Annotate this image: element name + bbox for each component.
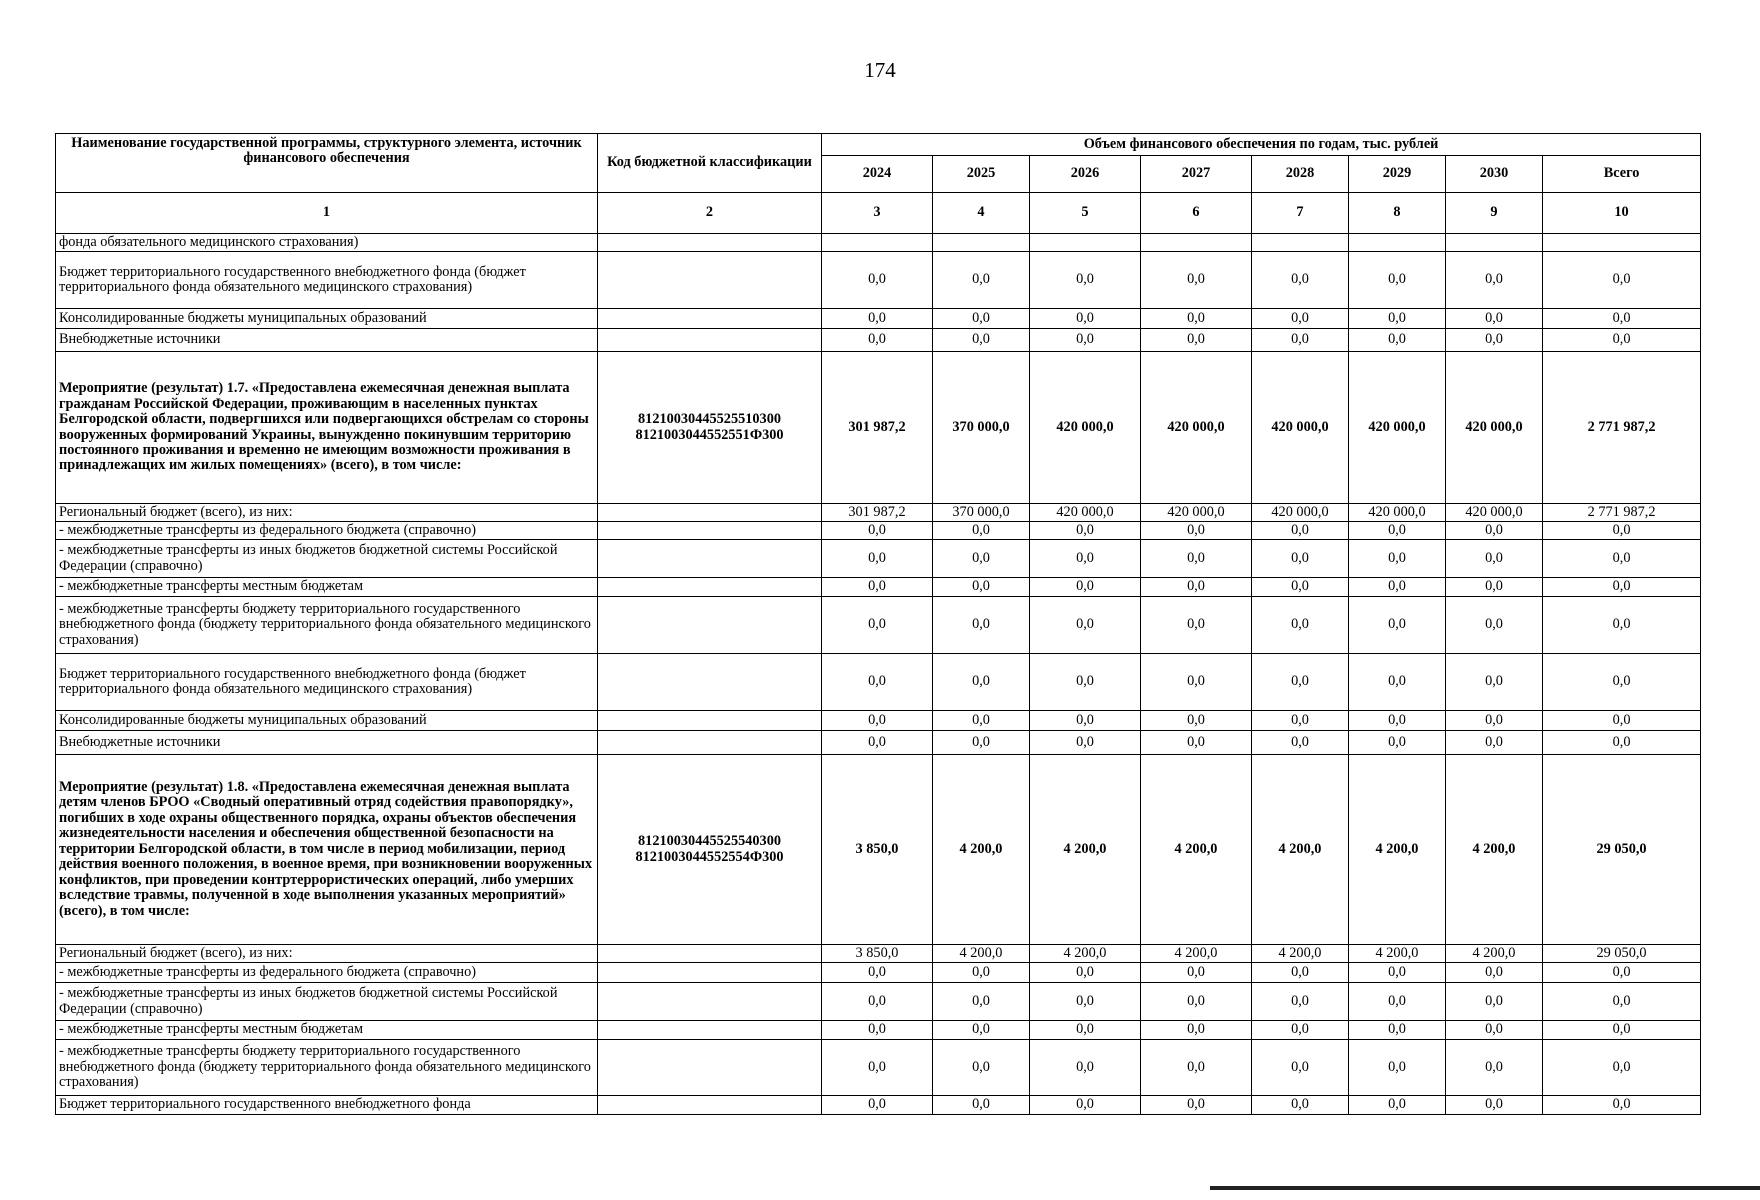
row-value-2027: 420 000,0: [1141, 352, 1252, 504]
row-code: [598, 597, 822, 654]
row-name: - межбюджетные трансферты бюджету территориального государственного внебюджетного фонда (бюджету территориального фонда обязательного медицинского страхования): [56, 1040, 598, 1096]
row-value-2029: 0,0: [1349, 711, 1446, 731]
row-name: - межбюджетные трансферты из иных бюджетов бюджетной системы Российской Федерации (справочно): [56, 540, 598, 578]
row-value-2029: [1349, 234, 1446, 252]
row-code: [598, 963, 822, 983]
table-row: [56, 711, 1701, 731]
row-value-Всего: 2 771 987,2: [1543, 352, 1701, 504]
row-value-2028: 0,0: [1252, 522, 1349, 540]
row-value-Всего: 0,0: [1543, 309, 1701, 329]
row-value-2030: 0,0: [1446, 711, 1543, 731]
row-value-2025: 0,0: [933, 309, 1030, 329]
row-value-2024: 0,0: [822, 1096, 933, 1115]
header-col-number-2: 3: [822, 193, 933, 234]
row-value-2025: 0,0: [933, 252, 1030, 309]
row-value-2024: 0,0: [822, 983, 933, 1021]
header-col-number-8: 9: [1446, 193, 1543, 234]
row-value-Всего: 0,0: [1543, 711, 1701, 731]
row-value-2024: 0,0: [822, 654, 933, 711]
row-name: фонда обязательного медицинского страхования): [56, 234, 598, 252]
row-code: [598, 731, 822, 755]
row-value-Всего: 29 050,0: [1543, 945, 1701, 963]
table-row: [56, 540, 1701, 578]
row-value-2030: 420 000,0: [1446, 504, 1543, 522]
row-value-2027: 0,0: [1141, 654, 1252, 711]
row-value-2029: 0,0: [1349, 654, 1446, 711]
row-value-Всего: 29 050,0: [1543, 755, 1701, 945]
row-value-2029: 0,0: [1349, 329, 1446, 352]
row-value-2029: 4 200,0: [1349, 755, 1446, 945]
row-value-2029: 0,0: [1349, 597, 1446, 654]
table-row: [56, 597, 1701, 654]
row-name: Бюджет территориального государственного внебюджетного фонда: [56, 1096, 598, 1115]
row-value-2028: 0,0: [1252, 654, 1349, 711]
row-value-2027: 420 000,0: [1141, 504, 1252, 522]
row-value-2027: 0,0: [1141, 522, 1252, 540]
row-value-2029: 420 000,0: [1349, 352, 1446, 504]
row-code: [598, 540, 822, 578]
row-value-2026: 0,0: [1030, 731, 1141, 755]
row-value-Всего: 2 771 987,2: [1543, 504, 1701, 522]
row-value-2025: 0,0: [933, 1040, 1030, 1096]
row-value-2024: 301 987,2: [822, 504, 933, 522]
row-value-2027: 0,0: [1141, 252, 1252, 309]
row-value-2030: [1446, 234, 1543, 252]
row-value-2030: 0,0: [1446, 983, 1543, 1021]
header-col-number-0: 1: [56, 193, 598, 234]
row-value-2028: 0,0: [1252, 597, 1349, 654]
row-value-2028: 0,0: [1252, 540, 1349, 578]
row-value-2028: 0,0: [1252, 309, 1349, 329]
row-value-2025: 370 000,0: [933, 352, 1030, 504]
row-value-2025: 0,0: [933, 654, 1030, 711]
row-value-2029: 0,0: [1349, 963, 1446, 983]
row-code: [598, 654, 822, 711]
row-name: Консолидированные бюджеты муниципальных образований: [56, 309, 598, 329]
row-name: Внебюджетные источники: [56, 329, 598, 352]
row-value-2030: 0,0: [1446, 597, 1543, 654]
table-row: [56, 1096, 1701, 1115]
budget-code-line: 81210030445525510300: [638, 411, 781, 428]
table-row: [56, 352, 1701, 504]
header-col-number-7: 8: [1349, 193, 1446, 234]
row-value-2025: 0,0: [933, 711, 1030, 731]
row-value-2026: 0,0: [1030, 1040, 1141, 1096]
row-value-2029: 0,0: [1349, 1096, 1446, 1115]
row-code: [598, 1096, 822, 1115]
row-code: [598, 945, 822, 963]
row-value-2028: 0,0: [1252, 983, 1349, 1021]
header-year-3: 2027: [1141, 156, 1252, 193]
row-value-2030: 0,0: [1446, 309, 1543, 329]
row-name: Внебюджетные источники: [56, 731, 598, 755]
row-value-2027: 0,0: [1141, 1021, 1252, 1040]
row-value-2030: 0,0: [1446, 1040, 1543, 1096]
row-value-2027: 0,0: [1141, 597, 1252, 654]
row-value-2029: 0,0: [1349, 1021, 1446, 1040]
row-value-2027: 0,0: [1141, 578, 1252, 597]
row-value-2030: 0,0: [1446, 963, 1543, 983]
header-col-number-3: 4: [933, 193, 1030, 234]
header-col-number-9: 10: [1543, 193, 1701, 234]
table-row: [56, 329, 1701, 352]
row-value-2024: 3 850,0: [822, 755, 933, 945]
row-value-2029: 420 000,0: [1349, 504, 1446, 522]
row-value-2025: 0,0: [933, 329, 1030, 352]
row-name: Бюджет территориального государственного внебюджетного фонда (бюджет территориального фонда обязательного медицинского страхования): [56, 654, 598, 711]
header-col-number-1: 2: [598, 193, 822, 234]
row-value-2024: 0,0: [822, 731, 933, 755]
row-value-2029: 0,0: [1349, 983, 1446, 1021]
row-value-2026: 0,0: [1030, 654, 1141, 711]
row-value-Всего: 0,0: [1543, 329, 1701, 352]
row-code: [598, 578, 822, 597]
header-year-1: 2025: [933, 156, 1030, 193]
row-value-Всего: 0,0: [1543, 983, 1701, 1021]
row-value-2028: [1252, 234, 1349, 252]
row-value-2025: 0,0: [933, 578, 1030, 597]
header-col-number-4: 5: [1030, 193, 1141, 234]
row-value-2025: 0,0: [933, 522, 1030, 540]
row-value-2024: 0,0: [822, 1021, 933, 1040]
row-value-2027: [1141, 234, 1252, 252]
row-value-2030: 0,0: [1446, 731, 1543, 755]
table-row: [56, 504, 1701, 522]
row-value-2024: 0,0: [822, 329, 933, 352]
header-volume-group: Объем финансового обеспечения по годам, тыс. рублей: [822, 134, 1701, 156]
row-value-2024: 0,0: [822, 597, 933, 654]
row-name: - межбюджетные трансферты местным бюджетам: [56, 1021, 598, 1040]
row-value-2027: 4 200,0: [1141, 755, 1252, 945]
row-value-Всего: 0,0: [1543, 963, 1701, 983]
table-row: [56, 522, 1701, 540]
row-value-Всего: 0,0: [1543, 731, 1701, 755]
header-col-number-6: 7: [1252, 193, 1349, 234]
row-value-2024: 301 987,2: [822, 352, 933, 504]
row-code: [598, 522, 822, 540]
table-row: [56, 755, 1701, 945]
header-year-0: 2024: [822, 156, 933, 193]
row-value-2024: 0,0: [822, 578, 933, 597]
row-name: Мероприятие (результат) 1.8. «Предоставлена ежемесячная денежная выплата детям членов БРОО «Сводный оперативный отряд содействия правопорядку», погибших в ходе охраны общественного порядка, охраны объектов обеспечения жизнедеятельности населения и обеспечения общественной безопасности на территории Белгородской области, в том числе в период мобилизации, период действия военного положения, в военное время, при возникновении вооруженных конфликтов, при проведении контртеррористических операций, либо умерших вследствие травмы, полученной в ходе выполнения указанных мероприятий» (всего), в том числе:: [56, 755, 598, 945]
row-value-2029: 0,0: [1349, 252, 1446, 309]
table-row: [56, 234, 1701, 252]
row-value-2024: 0,0: [822, 1040, 933, 1096]
budget-table: [55, 133, 1701, 1115]
row-value-Всего: 0,0: [1543, 252, 1701, 309]
table-row: [56, 983, 1701, 1021]
table-row: [56, 945, 1701, 963]
row-value-2029: 0,0: [1349, 1040, 1446, 1096]
row-code: [598, 309, 822, 329]
header-col-numbers-row: [56, 193, 1701, 234]
header-year-2: 2026: [1030, 156, 1141, 193]
row-code: [598, 711, 822, 731]
row-value-2026: [1030, 234, 1141, 252]
table-row: [56, 654, 1701, 711]
row-value-2030: 0,0: [1446, 1096, 1543, 1115]
row-value-2030: 0,0: [1446, 654, 1543, 711]
row-value-2028: 4 200,0: [1252, 945, 1349, 963]
row-value-2025: 0,0: [933, 540, 1030, 578]
row-value-2027: 0,0: [1141, 983, 1252, 1021]
row-value-2026: 420 000,0: [1030, 352, 1141, 504]
row-value-2025: 0,0: [933, 983, 1030, 1021]
row-value-2025: 0,0: [933, 597, 1030, 654]
row-code: [598, 234, 822, 252]
row-value-2026: 0,0: [1030, 309, 1141, 329]
table-row: [56, 252, 1701, 309]
row-value-2025: 0,0: [933, 1021, 1030, 1040]
row-value-Всего: 0,0: [1543, 1021, 1701, 1040]
row-value-2024: [822, 234, 933, 252]
row-value-2030: 0,0: [1446, 1021, 1543, 1040]
header-year-5: 2029: [1349, 156, 1446, 193]
row-value-2030: 0,0: [1446, 522, 1543, 540]
row-value-2026: 0,0: [1030, 1096, 1141, 1115]
header-year-7: Всего: [1543, 156, 1701, 193]
row-value-2026: 420 000,0: [1030, 504, 1141, 522]
row-value-Всего: 0,0: [1543, 522, 1701, 540]
row-value-2026: 0,0: [1030, 983, 1141, 1021]
row-value-2027: 0,0: [1141, 731, 1252, 755]
row-value-2025: 0,0: [933, 731, 1030, 755]
row-value-Всего: 0,0: [1543, 1040, 1701, 1096]
row-value-2027: 0,0: [1141, 711, 1252, 731]
table-header: [56, 134, 1701, 234]
row-code: [598, 1021, 822, 1040]
row-code: [598, 755, 822, 945]
page-number: 174: [864, 58, 896, 82]
row-code: [598, 1040, 822, 1096]
row-value-2026: 0,0: [1030, 540, 1141, 578]
row-name: - межбюджетные трансферты из федерального бюджета (справочно): [56, 963, 598, 983]
row-value-2026: 0,0: [1030, 329, 1141, 352]
row-value-2029: 4 200,0: [1349, 945, 1446, 963]
row-value-2026: 0,0: [1030, 578, 1141, 597]
row-name: - межбюджетные трансферты из федерального бюджета (справочно): [56, 522, 598, 540]
row-value-2024: 0,0: [822, 252, 933, 309]
row-value-2024: 0,0: [822, 522, 933, 540]
row-value-2029: 0,0: [1349, 522, 1446, 540]
row-value-2030: 0,0: [1446, 578, 1543, 597]
row-name: Бюджет территориального государственного внебюджетного фонда (бюджет территориального фонда обязательного медицинского страхования): [56, 252, 598, 309]
row-name: Мероприятие (результат) 1.7. «Предоставлена ежемесячная денежная выплата гражданам Российской Федерации, проживающим в населенных пунктах Белгородской области, подвергшихся или подвергающихся обстрелам со стороны вооруженных формирований Украины, вынужденно покинувшим территорию постоянного проживания и временно не имеющим возможности проживания в принадлежащих им жилых помещениях» (всего), в том числе:: [56, 352, 598, 504]
row-value-2027: 0,0: [1141, 309, 1252, 329]
row-value-2030: 4 200,0: [1446, 755, 1543, 945]
row-value-Всего: 0,0: [1543, 540, 1701, 578]
row-value-2028: 0,0: [1252, 1040, 1349, 1096]
table-row: [56, 1021, 1701, 1040]
row-value-2027: 0,0: [1141, 329, 1252, 352]
row-value-2027: 0,0: [1141, 1040, 1252, 1096]
row-code: [598, 504, 822, 522]
table-row: [56, 1040, 1701, 1096]
header-year-6: 2030: [1446, 156, 1543, 193]
row-value-Всего: 0,0: [1543, 1096, 1701, 1115]
row-value-2026: 4 200,0: [1030, 945, 1141, 963]
table-body: [56, 234, 1701, 1115]
row-value-2026: 0,0: [1030, 522, 1141, 540]
row-value-2025: 370 000,0: [933, 504, 1030, 522]
row-value-2027: 0,0: [1141, 1096, 1252, 1115]
table-row: [56, 309, 1701, 329]
budget-code-line: 81210030445525540300: [638, 833, 781, 850]
footer-rule: [1210, 1186, 1760, 1190]
row-value-2029: 0,0: [1349, 540, 1446, 578]
budget-code-line: 8121003044552551Ф300: [635, 426, 784, 443]
row-value-2029: 0,0: [1349, 578, 1446, 597]
row-code: [598, 252, 822, 309]
row-value-2028: 0,0: [1252, 963, 1349, 983]
row-value-2028: 420 000,0: [1252, 504, 1349, 522]
row-value-2030: 0,0: [1446, 252, 1543, 309]
row-value-2024: 0,0: [822, 540, 933, 578]
row-value-2028: 0,0: [1252, 329, 1349, 352]
row-value-2030: 4 200,0: [1446, 945, 1543, 963]
row-value-2025: 4 200,0: [933, 945, 1030, 963]
row-value-2026: 0,0: [1030, 597, 1141, 654]
budget-code-line: 8121003044552554Ф300: [635, 848, 784, 865]
header-year-4: 2028: [1252, 156, 1349, 193]
row-value-2028: 0,0: [1252, 711, 1349, 731]
row-name: Региональный бюджет (всего), из них:: [56, 945, 598, 963]
table-row: [56, 963, 1701, 983]
row-code: [598, 352, 822, 504]
row-name: Региональный бюджет (всего), из них:: [56, 504, 598, 522]
row-value-2030: 420 000,0: [1446, 352, 1543, 504]
row-value-2025: 0,0: [933, 963, 1030, 983]
table-row: [56, 731, 1701, 755]
row-value-2027: 0,0: [1141, 963, 1252, 983]
row-value-Всего: 0,0: [1543, 597, 1701, 654]
row-value-2026: 0,0: [1030, 711, 1141, 731]
row-value-2026: 0,0: [1030, 252, 1141, 309]
row-value-2027: 4 200,0: [1141, 945, 1252, 963]
row-value-2029: 0,0: [1349, 309, 1446, 329]
table-row: [56, 578, 1701, 597]
row-value-2028: 420 000,0: [1252, 352, 1349, 504]
row-name: Консолидированные бюджеты муниципальных образований: [56, 711, 598, 731]
row-value-2028: 0,0: [1252, 1021, 1349, 1040]
row-value-Всего: 0,0: [1543, 578, 1701, 597]
row-name: - межбюджетные трансферты бюджету территориального государственного внебюджетного фонда (бюджету территориального фонда обязательного медицинского страхования): [56, 597, 598, 654]
row-value-2028: 4 200,0: [1252, 755, 1349, 945]
header-name-col: Наименование государственной программы, структурного элемента, источник финансового обеспечения: [56, 134, 598, 193]
row-value-2030: 0,0: [1446, 329, 1543, 352]
row-value-2024: 3 850,0: [822, 945, 933, 963]
row-value-Всего: 0,0: [1543, 654, 1701, 711]
row-value-2027: 0,0: [1141, 540, 1252, 578]
row-value-2029: 0,0: [1349, 731, 1446, 755]
row-code: [598, 983, 822, 1021]
row-value-2026: 0,0: [1030, 963, 1141, 983]
header-col-number-5: 6: [1141, 193, 1252, 234]
row-value-2026: 4 200,0: [1030, 755, 1141, 945]
row-value-2028: 0,0: [1252, 252, 1349, 309]
header-code-col: Код бюджетной классификации: [598, 134, 822, 193]
row-value-2028: 0,0: [1252, 731, 1349, 755]
row-name: - межбюджетные трансферты местным бюджетам: [56, 578, 598, 597]
row-value-2025: [933, 234, 1030, 252]
row-value-2030: 0,0: [1446, 540, 1543, 578]
row-value-2028: 0,0: [1252, 1096, 1349, 1115]
row-value-2028: 0,0: [1252, 578, 1349, 597]
row-code: [598, 329, 822, 352]
row-value-2024: 0,0: [822, 711, 933, 731]
row-value-2024: 0,0: [822, 963, 933, 983]
row-value-2025: 4 200,0: [933, 755, 1030, 945]
row-value-Всего: [1543, 234, 1701, 252]
row-value-2024: 0,0: [822, 309, 933, 329]
row-name: - межбюджетные трансферты из иных бюджетов бюджетной системы Российской Федерации (справочно): [56, 983, 598, 1021]
row-value-2025: 0,0: [933, 1096, 1030, 1115]
row-value-2026: 0,0: [1030, 1021, 1141, 1040]
